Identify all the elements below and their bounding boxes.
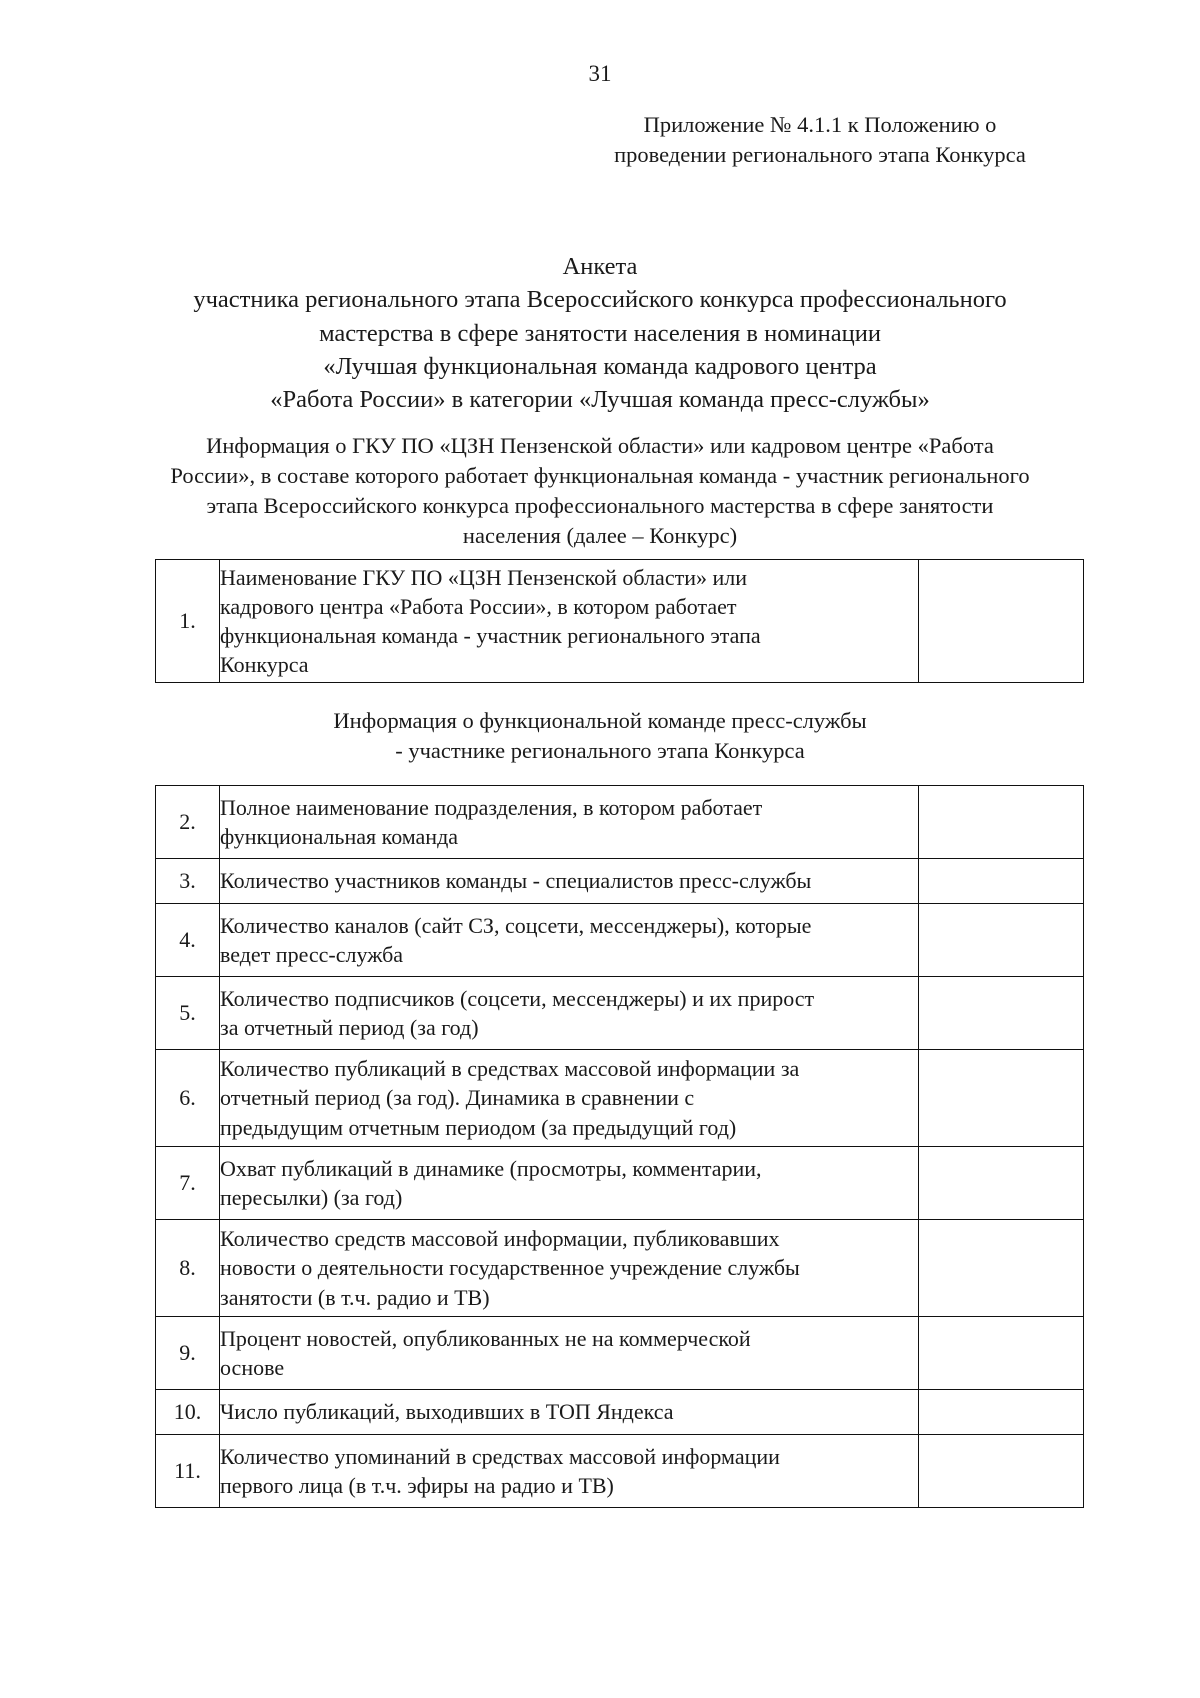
row-number-cell: 4. [156,904,220,977]
section-heading-press-team [150,706,1050,766]
table-row [156,1390,1084,1435]
page-number: 31 [588,61,612,86]
row-number-cell: 9. [156,1317,220,1390]
row-label-line: пересылки) (за год) [220,1185,403,1210]
row-label-cell [220,977,919,1050]
row-label-cell [220,1435,919,1508]
intro-paragraph [150,431,1050,551]
press-team-info-table [155,785,1084,1508]
section-heading-line-1: Информация о функциональной команде пресс-службы [333,708,867,733]
row-number-cell: 8. [156,1220,220,1317]
row-label-line: функциональная команда [220,824,459,849]
row-label-line: Количество подписчиков (соцсети, мессенджеры) и их прирост [220,985,815,1011]
organization-info-table-body [156,560,1084,683]
row-label-line: Количество средств массовой информации, публиковавших [220,1226,780,1252]
table-row [156,977,1084,1050]
row-label-line: Количество участников команды - специалистов пресс-службы [220,868,812,894]
row-label-line: Наименование ГКУ ПО «ЦЗН Пензенской области» или [220,564,747,590]
row-answer-cell[interactable] [919,1317,1084,1390]
row-label-cell [220,904,919,977]
row-label-cell [220,786,919,859]
intro-line-2: России», в составе которого работает функциональная команда - участник регионального [170,462,1030,488]
row-label-line: основе [220,1355,285,1380]
row-label-line: Количество публикаций в средствах массовой информации за [220,1056,800,1082]
row-answer-cell[interactable] [919,786,1084,859]
appendix-reference-header [600,110,1040,170]
appendix-header-line-2: проведении регионального этапа Конкурса [614,141,1026,167]
row-label-line: отчетный период (за год). Динамика в сравнении с [220,1085,695,1111]
row-answer-cell[interactable] [919,1435,1084,1508]
row-label-line: Число публикаций, выходивших в ТОП Яндекса [220,1399,674,1425]
table-row [156,1435,1084,1508]
row-label-line: Охват публикаций в динамике (просмотры, комментарии, [220,1155,762,1181]
row-label-line: первого лица (в т.ч. эфиры на радио и ТВ) [220,1473,614,1498]
row-number-cell: 1. [156,560,220,683]
row-label-line: ведет пресс-служба [220,942,404,967]
row-label-cell [220,1147,919,1220]
page-title [120,250,1080,417]
row-answer-cell[interactable] [919,1147,1084,1220]
row-answer-cell[interactable] [919,1050,1084,1147]
row-answer-cell[interactable] [919,904,1084,977]
title-line-2: участника регионального этапа Всероссийского конкурса профессионального [193,286,1007,314]
row-label-line: функциональная команда - участник регионального этапа [220,623,761,648]
organization-info-table [155,559,1084,683]
intro-line-1: Информация о ГКУ ПО «ЦЗН Пензенской области» или кадровом центре «Работа [206,433,994,458]
row-number-cell: 2. [156,786,220,859]
title-line-4: «Лучшая функциональная команда кадрового центра [323,352,877,380]
table-row [156,1147,1084,1220]
row-label-line: предыдущим отчетным периодом (за предыдущий год) [220,1114,737,1140]
row-label-line: кадрового центра «Работа России», в котором работает [220,593,737,619]
row-label-line: Конкурса [220,652,309,678]
row-answer-cell[interactable] [919,977,1084,1050]
row-label-line: занятости (в т.ч. радио и ТВ) [220,1284,490,1310]
row-number-cell: 5. [156,977,220,1050]
row-label-cell [220,1317,919,1390]
intro-line-4: населения (далее – Конкурс) [462,522,738,548]
row-label-line: Процент новостей, опубликованных не на коммерческой [220,1325,751,1351]
row-label-line: Полное наименование подразделения, в котором работает [220,794,763,820]
row-label-cell [220,859,919,904]
row-label-cell [220,1050,919,1147]
row-label-cell [220,1390,919,1435]
title-line-5: «Работа России» в категории «Лучшая команда пресс-службы» [270,386,930,414]
row-label-line: за отчетный период (за год) [220,1015,479,1040]
row-answer-cell[interactable] [919,560,1084,683]
title-line-3: мастерства в сфере занятости населения в номинации [319,319,881,347]
row-label-line: Количество упоминаний в средствах массовой информации [220,1443,780,1469]
intro-line-3: этапа Всероссийского конкурса профессионального мастерства в сфере занятости [206,492,994,518]
row-label-line: Количество каналов (сайт СЗ, соцсети, мессенджеры), которые [220,912,812,938]
table-row [156,904,1084,977]
row-answer-cell[interactable] [919,1390,1084,1435]
row-number-cell: 7. [156,1147,220,1220]
press-team-info-table-body [156,786,1084,1508]
row-answer-cell[interactable] [919,859,1084,904]
row-number-cell: 11. [156,1435,220,1508]
table-row [156,1220,1084,1317]
row-label-cell [220,1220,919,1317]
table-row [156,786,1084,859]
appendix-header-line-1: Приложение № 4.1.1 к Положению о [643,112,997,137]
table-row [156,1317,1084,1390]
table-row [156,859,1084,904]
title-line-1: Анкета [562,253,638,280]
table-row [156,1050,1084,1147]
row-label-cell [220,560,919,683]
row-number-cell: 3. [156,859,220,904]
table-row [156,560,1084,683]
row-label-line: новости о деятельности государственное учреждение службы [220,1255,800,1281]
section-heading-line-2: - участнике регионального этапа Конкурса [395,737,805,763]
row-number-cell: 6. [156,1050,220,1147]
row-number-cell: 10. [156,1390,220,1435]
row-answer-cell[interactable] [919,1220,1084,1317]
